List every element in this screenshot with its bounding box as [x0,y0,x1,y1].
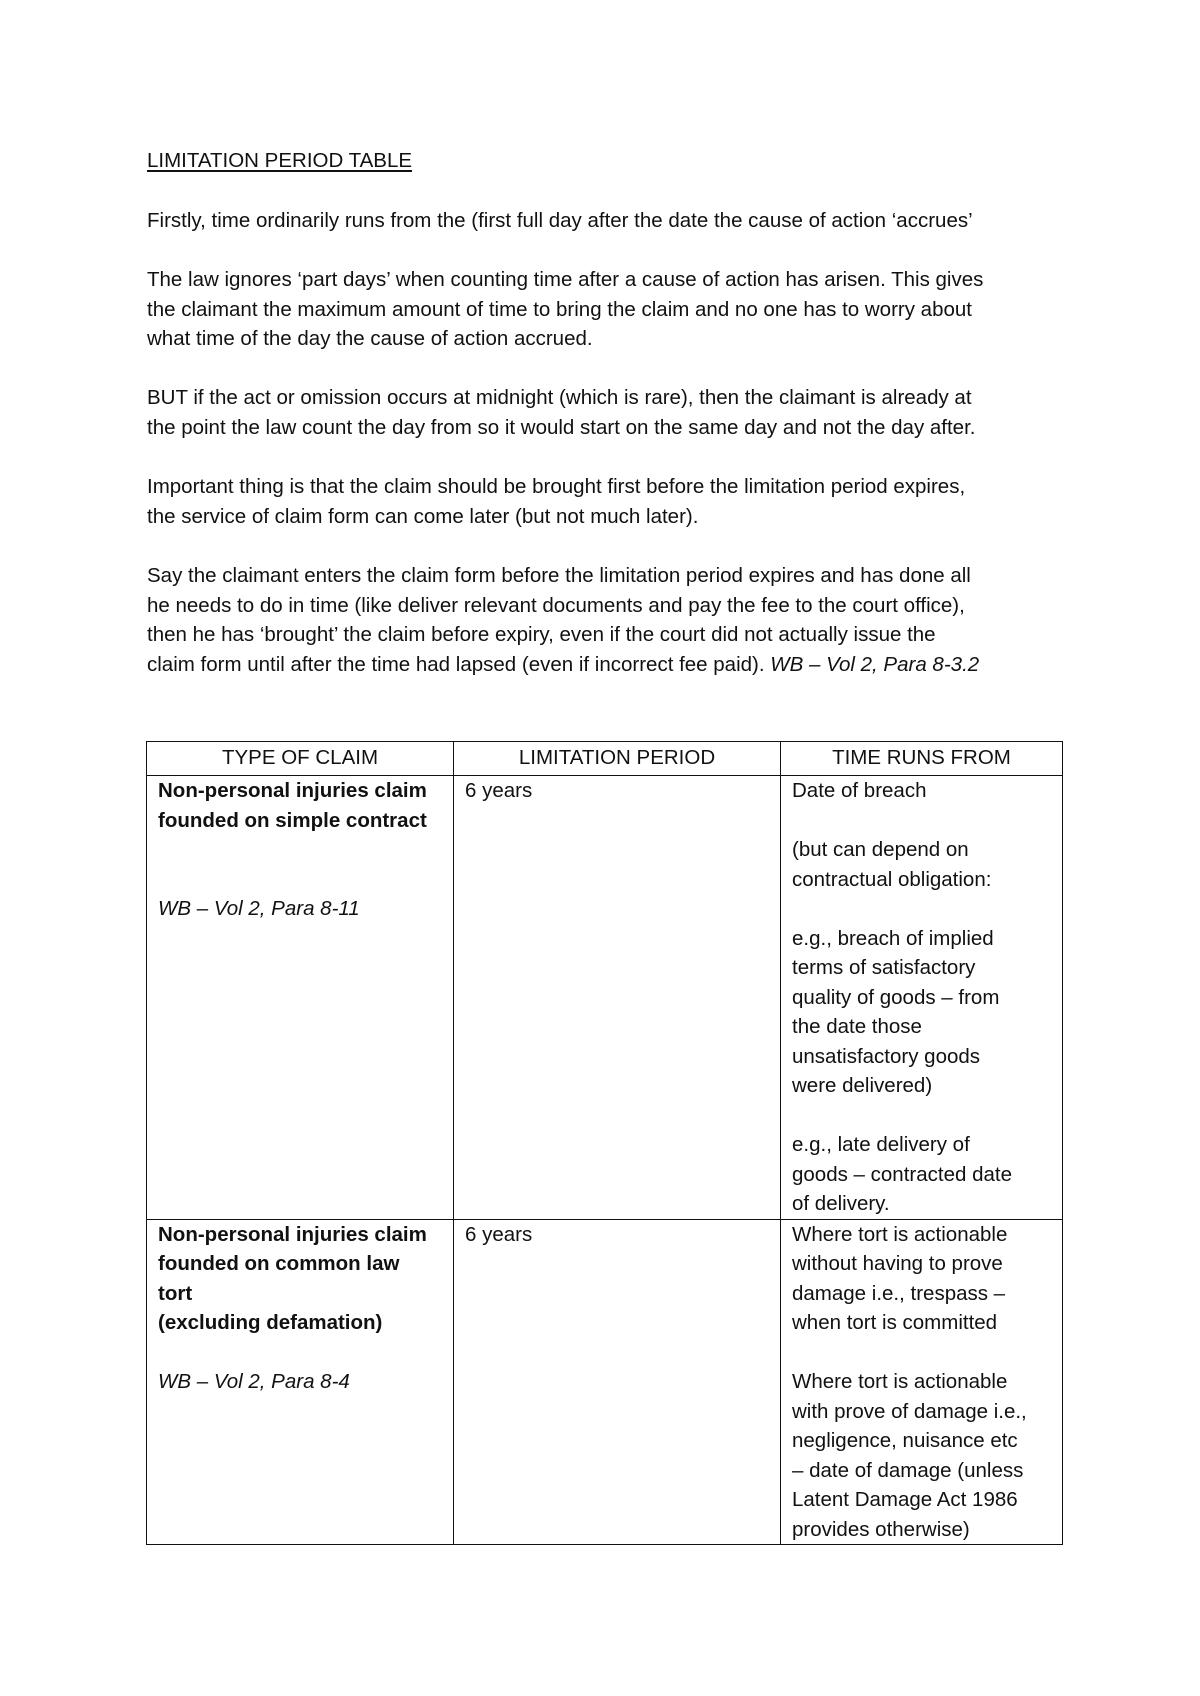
claim-reference: WB – Vol 2, Para 8-11 [158,897,360,920]
paragraph-claim-brought [147,472,1077,531]
runs-from-line: e.g., late delivery of [792,1133,970,1156]
claim-line: Non-personal injuries claim [158,1222,427,1246]
paragraph-reference: WB – Vol 2, Para 8-3.2 [770,652,980,676]
runs-from-line: negligence, nuisance etc [792,1429,1018,1452]
runs-from-line: Where tort is actionable [792,1370,1008,1393]
claim-line: (excluding defamation) [158,1311,383,1334]
cell-claim-type [147,776,454,1220]
cell-limitation-period [454,776,781,1220]
period-value: 6 years [465,779,533,802]
paragraph-line: Important thing is that the claim should be brought first before the limitation period expires, [147,475,966,498]
runs-from-line: quality of goods – from [792,985,1000,1009]
cell-time-runs-from [781,776,1063,1220]
cell-time-runs-from [781,1219,1063,1545]
header-type-of-claim: TYPE OF CLAIM [147,742,454,776]
paragraph-midnight [147,383,1077,442]
paragraph-part-days [147,265,1077,354]
claim-line: founded on simple contract [158,808,427,832]
paragraph-claim-form [147,561,1077,679]
claim-line: tort [158,1281,193,1305]
paragraph-line: Firstly, time ordinarily runs from the (first full day after the date the cause of action ‘accrues’ [147,209,973,232]
paragraph-line [147,650,1077,680]
runs-from-line: the date those [792,1015,922,1038]
paragraph-time-runs [147,206,1077,236]
paragraph-line: what time of the day the cause of action accrued. [147,327,593,350]
paragraph-text: claim form until after the time had lapsed (even if incorrect fee paid). [147,652,771,676]
runs-from-line: contractual obligation: [792,867,992,891]
paragraph-line: the point the law count the day from so it would start on the same day and not the day after. [147,415,976,439]
runs-from-line: of delivery. [792,1192,890,1215]
runs-from-line: were delivered) [792,1074,933,1097]
paragraph-line: the claimant the maximum amount of time to bring the claim and no one has to worry about [147,297,972,321]
paragraph-line: The law ignores ‘part days’ when counting time after a cause of action has arisen. This gives [147,268,984,291]
header-limitation-period: LIMITATION PERIOD [454,742,781,776]
runs-from-line: Latent Damage Act 1986 [792,1488,1018,1511]
paragraph-line: Say the claimant enters the claim form before the limitation period expires and has done all [147,564,971,587]
period-value: 6 years [465,1222,533,1246]
runs-from-line: – date of damage (unless [792,1458,1024,1482]
paragraph-line: the service of claim form can come later (but not much later). [147,504,699,528]
paragraph-line: he needs to do in time (like deliver relevant documents and pay the fee to the court office), [147,593,965,617]
runs-from-line: provides otherwise) [792,1517,970,1541]
runs-from-line: e.g., breach of implied [792,926,994,950]
runs-from-line: terms of satisfactory [792,956,976,979]
runs-from-line: (but can depend on [792,838,969,861]
cell-limitation-period [454,1219,781,1545]
runs-from-line: when tort is committed [792,1311,998,1334]
cell-claim-type [147,1219,454,1545]
runs-from-line: without having to prove [792,1252,1003,1275]
table-row [147,1219,1063,1545]
document-title: LIMITATION PERIOD TABLE [147,149,413,172]
table-header-row [147,742,1063,776]
claim-line: founded on common law [158,1252,400,1275]
runs-from-line: Date of breach [792,779,927,802]
claim-reference: WB – Vol 2, Para 8-4 [158,1370,350,1393]
paragraph-line: then he has ‘brought’ the claim before expiry, even if the court did not actually issue the [147,623,936,646]
runs-from-line: with prove of damage i.e., [792,1399,1027,1423]
header-time-runs-from: TIME RUNS FROM [781,742,1063,776]
claim-line: Non-personal injuries claim [158,779,427,802]
limitation-table [146,741,1063,1545]
paragraph-line: BUT if the act or omission occurs at midnight (which is rare), then the claimant is already at [147,386,972,409]
runs-from-line: goods – contracted date [792,1162,1012,1186]
table-row [147,776,1063,1220]
runs-from-line: Where tort is actionable [792,1222,1008,1246]
runs-from-line: unsatisfactory goods [792,1044,981,1068]
runs-from-line: damage i.e., trespass – [792,1281,1006,1305]
